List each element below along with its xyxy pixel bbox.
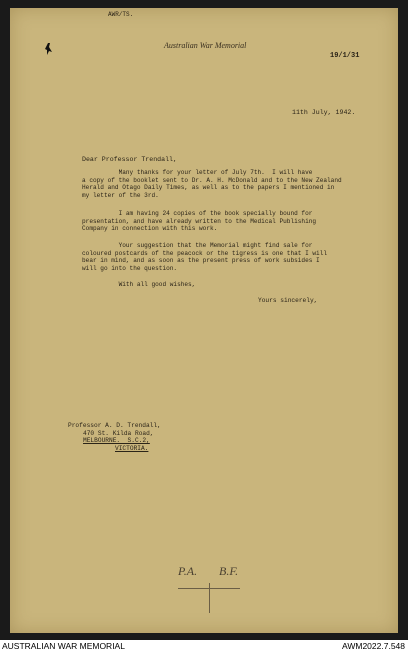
- paragraph-line: my letter of the 3rd.: [82, 191, 159, 199]
- stamp-pa: P.A.: [178, 564, 198, 578]
- closing: Yours sincerely,: [258, 297, 318, 304]
- paragraph-line: With all good wishes,: [82, 281, 196, 288]
- paragraph-line: bear in mind, and as soon as the present press of work subsides I: [82, 257, 320, 264]
- paragraph-2: [82, 210, 362, 233]
- address-line: VICTORIA.: [115, 444, 149, 452]
- paragraph-line: will go into the question.: [82, 264, 178, 272]
- stamp-divider: [209, 583, 210, 613]
- recipient-address: [68, 422, 161, 452]
- footer-bar: [0, 641, 408, 653]
- footer-accession: AWM2022.7.548: [342, 641, 405, 651]
- letterhead-organisation: Australian War Memorial: [164, 41, 247, 50]
- file-number: 19/1/31: [330, 52, 360, 60]
- paragraph-line: I am having 24 copies of the book specially bound for: [82, 210, 313, 217]
- salutation: Dear Professor Trendall,: [82, 156, 177, 163]
- paragraph-1: [82, 169, 362, 199]
- letter-page: [10, 8, 398, 633]
- ink-mark-icon: [44, 42, 54, 58]
- paragraph-4: [82, 281, 362, 289]
- reference-code: AWR/TS.: [108, 11, 134, 18]
- paragraph-line: Herald and Otago Daily Times, as well as to the papers I mentioned in: [82, 184, 335, 191]
- paragraph-line: Your suggestion that the Memorial might find sale for: [82, 242, 313, 249]
- footer-institution: AUSTRALIAN WAR MEMORIAL: [2, 641, 125, 651]
- paragraph-line: presentation, and have already written to the Medical Publishing: [82, 217, 317, 225]
- paragraph-line: coloured postcards of the peacock or the tigress is one that I will: [82, 249, 328, 257]
- address-line: MELBOURNE. S.C.2,: [83, 437, 150, 445]
- paragraph-line: a copy of the booklet sent to Dr. A. H. McDonald and to the New Zealand: [82, 176, 342, 184]
- letter-date: 11th July, 1942.: [292, 109, 356, 116]
- address-line: 470 St. Kilda Road,: [83, 429, 154, 437]
- paragraph-line: Many thanks for your letter of July 7th. I will have: [82, 169, 313, 176]
- address-line: Professor A. D. Trendall,: [68, 422, 161, 429]
- paragraph-3: [82, 242, 362, 272]
- stamp-bf: B.F.: [219, 564, 239, 578]
- paragraph-line: Company in connection with this work.: [82, 225, 218, 232]
